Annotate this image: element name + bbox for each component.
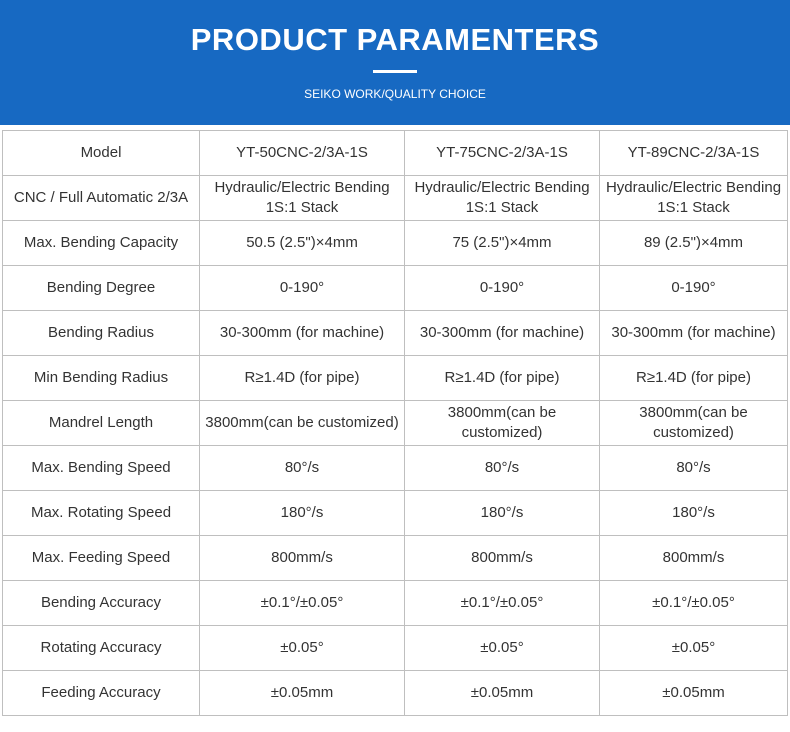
param-name-cell: Max. Bending Capacity	[3, 221, 200, 266]
model-1-cell: ±0.05mm	[200, 671, 405, 716]
table-row	[3, 176, 788, 221]
table-row	[3, 131, 788, 176]
param-name-cell: Mandrel Length	[3, 401, 200, 446]
table-row	[3, 221, 788, 266]
model-1-cell: ±0.05°	[200, 626, 405, 671]
param-name-cell: CNC / Full Automatic 2/3A	[3, 176, 200, 221]
model-2-cell: Hydraulic/Electric Bending 1S:1 Stack	[405, 176, 600, 221]
model-3-cell: Hydraulic/Electric Bending 1S:1 Stack	[600, 176, 788, 221]
model-3-cell: 180°/s	[600, 491, 788, 536]
model-1-cell: 180°/s	[200, 491, 405, 536]
table-row	[3, 491, 788, 536]
model-2-cell: 800mm/s	[405, 536, 600, 581]
model-3-cell: 800mm/s	[600, 536, 788, 581]
table-row	[3, 671, 788, 716]
model-1-cell: YT-50CNC-2/3A-1S	[200, 131, 405, 176]
param-name-cell: Bending Degree	[3, 266, 200, 311]
model-2-cell: YT-75CNC-2/3A-1S	[405, 131, 600, 176]
title-underline	[373, 70, 417, 73]
page-title: PRODUCT PARAMENTERS	[190, 22, 600, 57]
model-2-cell: R≥1.4D (for pipe)	[405, 356, 600, 401]
param-name-cell: Max. Feeding Speed	[3, 536, 200, 581]
param-name-cell: Model	[3, 131, 200, 176]
model-1-cell: 0-190°	[200, 266, 405, 311]
param-name-cell: Bending Radius	[3, 311, 200, 356]
model-2-cell: 0-190°	[405, 266, 600, 311]
model-3-cell: R≥1.4D (for pipe)	[600, 356, 788, 401]
table-row	[3, 446, 788, 491]
model-2-cell: ±0.05mm	[405, 671, 600, 716]
model-1-cell: R≥1.4D (for pipe)	[200, 356, 405, 401]
model-2-cell: 75 (2.5")×4mm	[405, 221, 600, 266]
model-1-cell: 50.5 (2.5")×4mm	[200, 221, 405, 266]
model-1-cell: Hydraulic/Electric Bending 1S:1 Stack	[200, 176, 405, 221]
model-1-cell: 3800mm(can be customized)	[200, 401, 405, 446]
model-1-cell: 800mm/s	[200, 536, 405, 581]
param-name-cell: Min Bending Radius	[3, 356, 200, 401]
model-2-cell: 180°/s	[405, 491, 600, 536]
model-3-cell: ±0.05mm	[600, 671, 788, 716]
model-3-cell: YT-89CNC-2/3A-1S	[600, 131, 788, 176]
parameters-table	[2, 130, 788, 716]
table-row	[3, 356, 788, 401]
table-row	[3, 401, 788, 446]
param-name-cell: Max. Bending Speed	[3, 446, 200, 491]
model-3-cell: ±0.05°	[600, 626, 788, 671]
model-2-cell: 3800mm(can be customized)	[405, 401, 600, 446]
model-2-cell: 80°/s	[405, 446, 600, 491]
model-1-cell: 80°/s	[200, 446, 405, 491]
model-3-cell: 3800mm(can be customized)	[600, 401, 788, 446]
table-row	[3, 266, 788, 311]
model-3-cell: 0-190°	[600, 266, 788, 311]
model-3-cell: 30-300mm (for machine)	[600, 311, 788, 356]
page-subtitle: SEIKO WORK/QUALITY CHOICE	[304, 87, 486, 101]
table-row	[3, 536, 788, 581]
header-banner	[0, 0, 790, 125]
model-2-cell: ±0.05°	[405, 626, 600, 671]
table-row	[3, 581, 788, 626]
model-2-cell: ±0.1°/±0.05°	[405, 581, 600, 626]
model-1-cell: ±0.1°/±0.05°	[200, 581, 405, 626]
param-name-cell: Max. Rotating Speed	[3, 491, 200, 536]
model-1-cell: 30-300mm (for machine)	[200, 311, 405, 356]
table-row	[3, 311, 788, 356]
model-3-cell: 89 (2.5")×4mm	[600, 221, 788, 266]
param-name-cell: Rotating Accuracy	[3, 626, 200, 671]
parameters-table-body	[3, 131, 788, 716]
param-name-cell: Feeding Accuracy	[3, 671, 200, 716]
param-name-cell: Bending Accuracy	[3, 581, 200, 626]
table-row	[3, 626, 788, 671]
model-2-cell: 30-300mm (for machine)	[405, 311, 600, 356]
model-3-cell: 80°/s	[600, 446, 788, 491]
model-3-cell: ±0.1°/±0.05°	[600, 581, 788, 626]
